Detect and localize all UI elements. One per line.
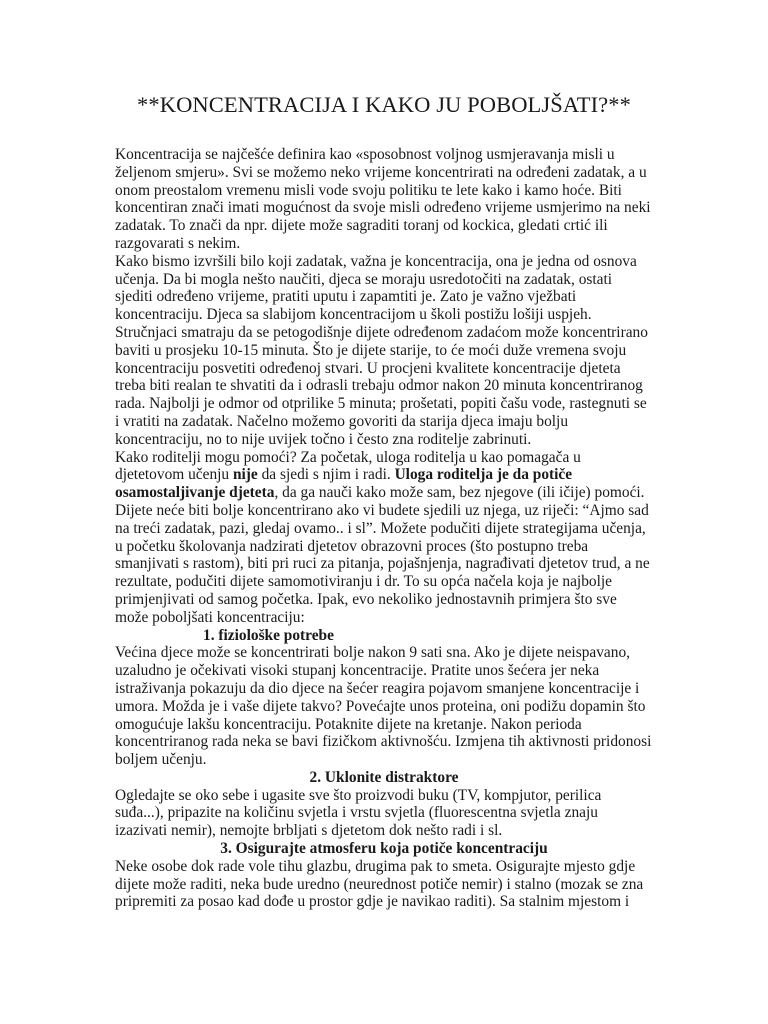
heading-remove-distractors: 2. Uklonite distraktore <box>309 768 459 786</box>
paragraph-experts: Stručnjaci smatraju da se petogodišnje dijete određenom zadaćom može koncentrirano baviti u prosjeku 10-15 minuta. Što je dijete starije, to će moći duže vremena svoju koncentraciju posvetiti određenoj stvari. U procjeni kvalitete koncentracije djeteta treba biti realan te shvatiti da i odrasli trebaju odmor nakon 20 minuta koncentriranog rada. Najbolji je odmor od otprilike 5 minuta; prošetati, popiti čašu vode, rastegnuti se i vratiti na zadatak. Načelno možemo govoriti da starija djeca imaju bolju koncentraciju, no to nije uvijek točno i često zna roditelje zabrinuti. <box>115 323 648 448</box>
paragraph-parents <box>115 449 653 627</box>
document-body <box>115 146 653 911</box>
parents-text-a: Kako roditelji mogu pomoći? Za početak, uloga roditelja u kao pomagača u djetetovom učenju <box>115 448 581 484</box>
paragraph-distractors: Ogledajte se oko sebe i ugasite sve što proizvodi buku (TV, kompjutor, perilica suđa...), pripazite na količinu svjetla i vrstu svjetla (fluorescentna svjetla znaju izazivati nemir), nemojte brbljati s djetetom dok nešto radi i sl. <box>115 786 602 840</box>
document-title: **KONCENTRACIJA I KAKO JU POBOLJŠATI?** <box>137 92 631 117</box>
paragraph-importance: Kako bismo izvršili bilo koji zadatak, važna je koncentracija, ona je jedna od osnova učenja. Da bi mogla nešto naučiti, djeca se moraju usredotočiti na zadatak, ostati sjediti određeno vrijeme, pratiti uputu i zapamtiti je. Zato je važno vježbati koncentraciju. Djeca sa slabijom koncentracijom u školi postižu lošiji uspjeh. <box>115 252 637 324</box>
parents-emphasis-nije: nije <box>232 466 258 484</box>
parents-text-e: , da ga nauči kako može sam, bez njegove (ili ičije) pomoći. Dijete neće biti bolje koncentrirano ako vi budete sjedili uz njega, uz riječi: “Ajmo sad na treći zadatak, pazi, gledaj ovamo.. i sl”. Možete podučiti dijete strategijama učenja, u početku školovanja nadzirati djetetov obrazovni proces (što postupno treba smanjivati s rastom), biti pri ruci za pitanja, pojašnjenja, nagrađivati djetetov trud, a ne rezultate, podučiti dijete samomotiviranju i dr. To su opća načela koja je najbolje primjenjivati od samog početka. Ipak, evo nekoliko jednostavnih primjera što sve može poboljšati koncentraciju: <box>115 484 650 626</box>
paragraph-physiological: Većina djece može se koncentrirati bolje nakon 9 sati sna. Ako je dijete neispavano, uzaludno je očekivati visoki stupanj koncentracije. Pratite unos šećera jer neka istraživanja pokazuju da dio djece na šećer reagira pojavom smanjene koncentracije i umora. Možda je i vaše dijete takvo? Povećajte unos proteina, oni podižu dopamin što omogućuje lakšu koncentraciju. Potaknite dijete na kretanje. Nakon perioda koncentriranog rada neka se bavi fizičkom aktivnošću. Izmjena tih aktivnosti pridonosi boljem učenju. <box>115 644 652 769</box>
parents-text-c: da sjedi s njim i radi. <box>257 466 395 484</box>
heading-atmosphere: 3. Osigurajte atmosferu koja potiče koncentraciju <box>220 840 548 858</box>
heading-physiological-needs: 1. fiziološke potrebe <box>203 626 334 644</box>
parents-emphasis-role: Uloga roditelja je da potiče osamostaljivanje djeteta <box>115 466 573 502</box>
paragraph-definition: Koncentracija se najčešće definira kao «sposobnost voljnog usmjeravanja misli u željenom smjeru». Svi se možemo neko vrijeme koncentrirati na određeni zadatak, a u onom preostalom vremenu misli vode svoju politiku te lete kako i kamo hoće. Biti koncentiran znači imati mogućnost da svoje misli određeno vrijeme usmjerimo na neki zadatak. To znači da npr. dijete može sagraditi toranj od kockica, gledati crtić ili razgovarati s nekim. <box>115 146 651 252</box>
paragraph-atmosphere: Neke osobe dok rade vole tihu glazbu, drugima pak to smeta. Osigurajte mjesto gdje dijete može raditi, neka bude uredno (neurednost potiče nemir) i stalno (mozak se zna pripremiti za posao kad dođe u prostor gdje je navikao raditi). Sa stalnim mjestom i <box>115 857 644 911</box>
